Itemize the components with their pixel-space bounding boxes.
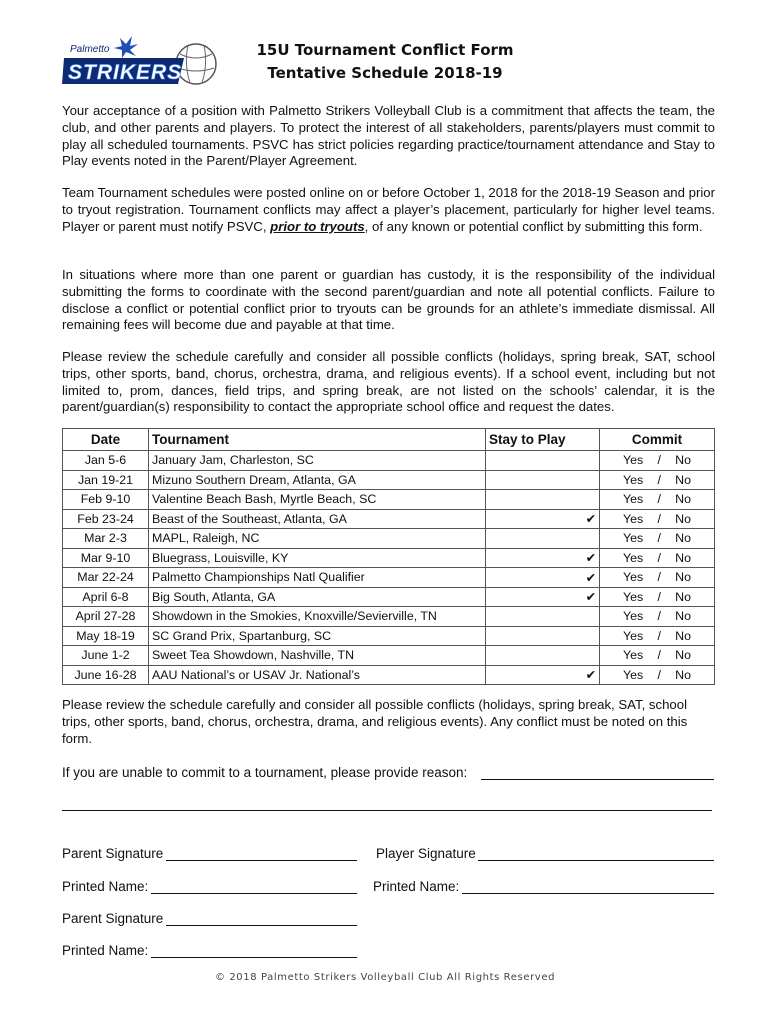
row-stay-to-play-check: ✔ [486, 665, 600, 685]
commit-no-option[interactable]: No [675, 550, 691, 565]
row-commit [600, 529, 715, 549]
row-commit [600, 490, 715, 510]
row-tournament: AAU National’s or USAV Jr. National’s [149, 665, 486, 685]
row-date: June 1-2 [63, 646, 149, 666]
conflict-note-paragraph: Please review the schedule carefully and consider all possible conflicts (holidays, spring break, SAT, school trips, other sports, band, chorus, orchestra, drama, and religious events). Any conflict must be noted on this form. [62, 697, 688, 746]
row-stay-to-play-check [486, 470, 600, 490]
parent-signature-field-1[interactable] [166, 860, 357, 861]
commit-yes-option[interactable]: Yes [623, 648, 644, 663]
reason-field-line-2[interactable] [62, 810, 712, 811]
table-row [63, 529, 715, 549]
commit-no-option[interactable]: No [675, 453, 691, 468]
commit-separator: / [657, 570, 661, 585]
schedule-table [62, 428, 715, 685]
row-tournament: Big South, Atlanta, GA [149, 587, 486, 607]
table-row [63, 665, 715, 685]
custody-paragraph: In situations where more than one parent or guardian has custody, it is the responsibility of the individual submitting the forms to coordinate with the second parent/guardian and note all potential conflicts. Failure to disclose a conflict or potential conflict prior to tryouts can be grounds for an athlete’s immediate dismissal. All remaining fees will become due and payable at that time. [62, 267, 715, 333]
table-row [63, 607, 715, 627]
row-stay-to-play-check [486, 451, 600, 471]
commit-separator: / [657, 511, 661, 526]
row-stay-to-play-check: ✔ [486, 509, 600, 529]
row-commit [600, 451, 715, 471]
table-row [63, 451, 715, 471]
row-commit [600, 509, 715, 529]
row-tournament: Beast of the Southeast, Atlanta, GA [149, 509, 486, 529]
commit-no-option[interactable]: No [675, 589, 691, 604]
reason-label: If you are unable to commit to a tournament, please provide reason: [62, 765, 468, 780]
schedule-paragraph [62, 185, 715, 235]
row-stay-to-play-check: ✔ [486, 568, 600, 588]
row-commit [600, 587, 715, 607]
reason-field[interactable] [481, 779, 714, 780]
row-tournament: SC Grand Prix, Spartanburg, SC [149, 626, 486, 646]
commit-no-option[interactable]: No [675, 472, 691, 487]
parent-signature-label-1: Parent Signature [62, 846, 164, 861]
commit-yes-option[interactable]: Yes [623, 511, 644, 526]
row-stay-to-play-check [486, 607, 600, 627]
commit-yes-option[interactable]: Yes [623, 609, 644, 624]
schedule-paragraph-text-b: , of any known or potential conflict by submitting this form. [364, 218, 703, 234]
table-row [63, 646, 715, 666]
commit-yes-option[interactable]: Yes [623, 628, 644, 643]
row-date: Mar 9-10 [63, 548, 149, 568]
row-stay-to-play-check [486, 490, 600, 510]
row-tournament: Valentine Beach Bash, Myrtle Beach, SC [149, 490, 486, 510]
commit-separator: / [657, 609, 661, 624]
header-commit: Commit [600, 429, 715, 451]
commit-separator: / [657, 648, 661, 663]
row-stay-to-play-check: ✔ [486, 548, 600, 568]
printed-name-field-2[interactable] [462, 893, 714, 894]
commit-no-option[interactable]: No [675, 609, 691, 624]
row-date: Feb 23-24 [63, 509, 149, 529]
row-commit [600, 646, 715, 666]
commit-no-option[interactable]: No [675, 492, 691, 507]
row-date: Mar 2-3 [63, 529, 149, 549]
commit-yes-option[interactable]: Yes [623, 570, 644, 585]
commit-no-option[interactable]: No [675, 531, 691, 546]
row-date: May 18-19 [63, 626, 149, 646]
commit-no-option[interactable]: No [675, 667, 691, 682]
commit-yes-option[interactable]: Yes [623, 472, 644, 487]
commit-no-option[interactable]: No [675, 511, 691, 526]
commit-no-option[interactable]: No [675, 628, 691, 643]
row-tournament: Palmetto Championships Natl Qualifier [149, 568, 486, 588]
row-commit [600, 470, 715, 490]
commit-yes-option[interactable]: Yes [623, 550, 644, 565]
header-date: Date [63, 429, 149, 451]
commit-separator: / [657, 453, 661, 468]
row-date: Feb 9-10 [63, 490, 149, 510]
row-date: April 6-8 [63, 587, 149, 607]
table-row [63, 626, 715, 646]
commit-yes-option[interactable]: Yes [623, 531, 644, 546]
commit-yes-option[interactable]: Yes [623, 453, 644, 468]
row-date: Jan 19-21 [63, 470, 149, 490]
row-tournament: January Jam, Charleston, SC [149, 451, 486, 471]
commit-separator: / [657, 472, 661, 487]
schedule-paragraph-text-a: Team Tournament schedules were posted online on or before October 1, 2018 for the 2018-19 Season and prior to tryout registration. Tournament conflicts may affect a player’s placement, particularly for higher level teams. Player or parent must notify PSVC, [62, 185, 715, 234]
row-tournament: Bluegrass, Louisville, KY [149, 548, 486, 568]
commit-separator: / [657, 550, 661, 565]
parent-signature-field-2[interactable] [166, 925, 357, 926]
row-tournament: Showdown in the Smokies, Knoxville/Sevierville, TN [149, 607, 486, 627]
row-stay-to-play-check [486, 529, 600, 549]
printed-name-label-1: Printed Name: [62, 879, 149, 894]
table-row [63, 509, 715, 529]
row-tournament: Sweet Tea Showdown, Nashville, TN [149, 646, 486, 666]
row-commit [600, 568, 715, 588]
commit-separator: / [657, 492, 661, 507]
player-signature-label: Player Signature [376, 846, 476, 861]
row-commit [600, 665, 715, 685]
logo-text-strikers: STRIKERS [68, 61, 183, 84]
table-row [63, 548, 715, 568]
commit-separator: / [657, 589, 661, 604]
header-tournament: Tournament [149, 429, 486, 451]
parent-signature-label-2: Parent Signature [62, 911, 164, 926]
row-commit [600, 626, 715, 646]
row-stay-to-play-check [486, 626, 600, 646]
table-header-row [63, 429, 715, 451]
page-title: 15U Tournament Conflict Form [256, 41, 514, 59]
commit-separator: / [657, 531, 661, 546]
row-tournament: MAPL, Raleigh, NC [149, 529, 486, 549]
row-date: Mar 22-24 [63, 568, 149, 588]
printed-name-field-3[interactable] [151, 957, 357, 958]
commit-yes-option[interactable]: Yes [623, 589, 644, 604]
table-row [63, 568, 715, 588]
commit-separator: / [657, 628, 661, 643]
commit-separator: / [657, 667, 661, 682]
row-date: Jan 5-6 [63, 451, 149, 471]
player-signature-field[interactable] [478, 860, 714, 861]
printed-name-label-3: Printed Name: [62, 943, 149, 958]
commit-yes-option[interactable]: Yes [623, 492, 644, 507]
row-date: June 16-28 [63, 665, 149, 685]
row-commit [600, 607, 715, 627]
copyright-footer: © 2018 Palmetto Strikers Volleyball Club All Rights Reserved [214, 972, 556, 983]
commit-yes-option[interactable]: Yes [623, 667, 644, 682]
row-tournament: Mizuno Southern Dream, Atlanta, GA [149, 470, 486, 490]
row-stay-to-play-check: ✔ [486, 587, 600, 607]
row-commit [600, 548, 715, 568]
commit-no-option[interactable]: No [675, 570, 691, 585]
commit-no-option[interactable]: No [675, 648, 691, 663]
table-row [63, 587, 715, 607]
logo-text-palmetto: Palmetto [70, 44, 110, 55]
table-row [63, 470, 715, 490]
intro-paragraph: Your acceptance of a position with Palmetto Strikers Volleyball Club is a commitment that affects the team, the club, and other parents and players. To protect the interest of all stakeholders, parents/players must commit to play all scheduled tournaments. PSVC has strict policies regarding practice/tournament attendance and Stay to Play events noted in the Parent/Player Agreement. [62, 103, 715, 169]
header-stay-to-play: Stay to Play [486, 429, 600, 451]
page-subtitle: Tentative Schedule 2018-19 [267, 64, 503, 82]
table-row [63, 490, 715, 510]
review-paragraph: Please review the schedule carefully and consider all possible conflicts (holidays, spring break, SAT, school trips, other sports, band, chorus, orchestra, drama, and religious events). If a school event, including but not limited to, prom, dances, field trips, and spring break, are not listed on the schools’ calendar, it is the parent/guardian(s) responsibility to contact the appropriate school office and request the dates. [62, 349, 715, 415]
row-date: April 27-28 [63, 607, 149, 627]
prior-to-tryouts-emphasis: prior to tryouts [270, 218, 365, 234]
row-stay-to-play-check [486, 646, 600, 666]
printed-name-label-2: Printed Name: [373, 879, 460, 894]
printed-name-field-1[interactable] [151, 893, 357, 894]
